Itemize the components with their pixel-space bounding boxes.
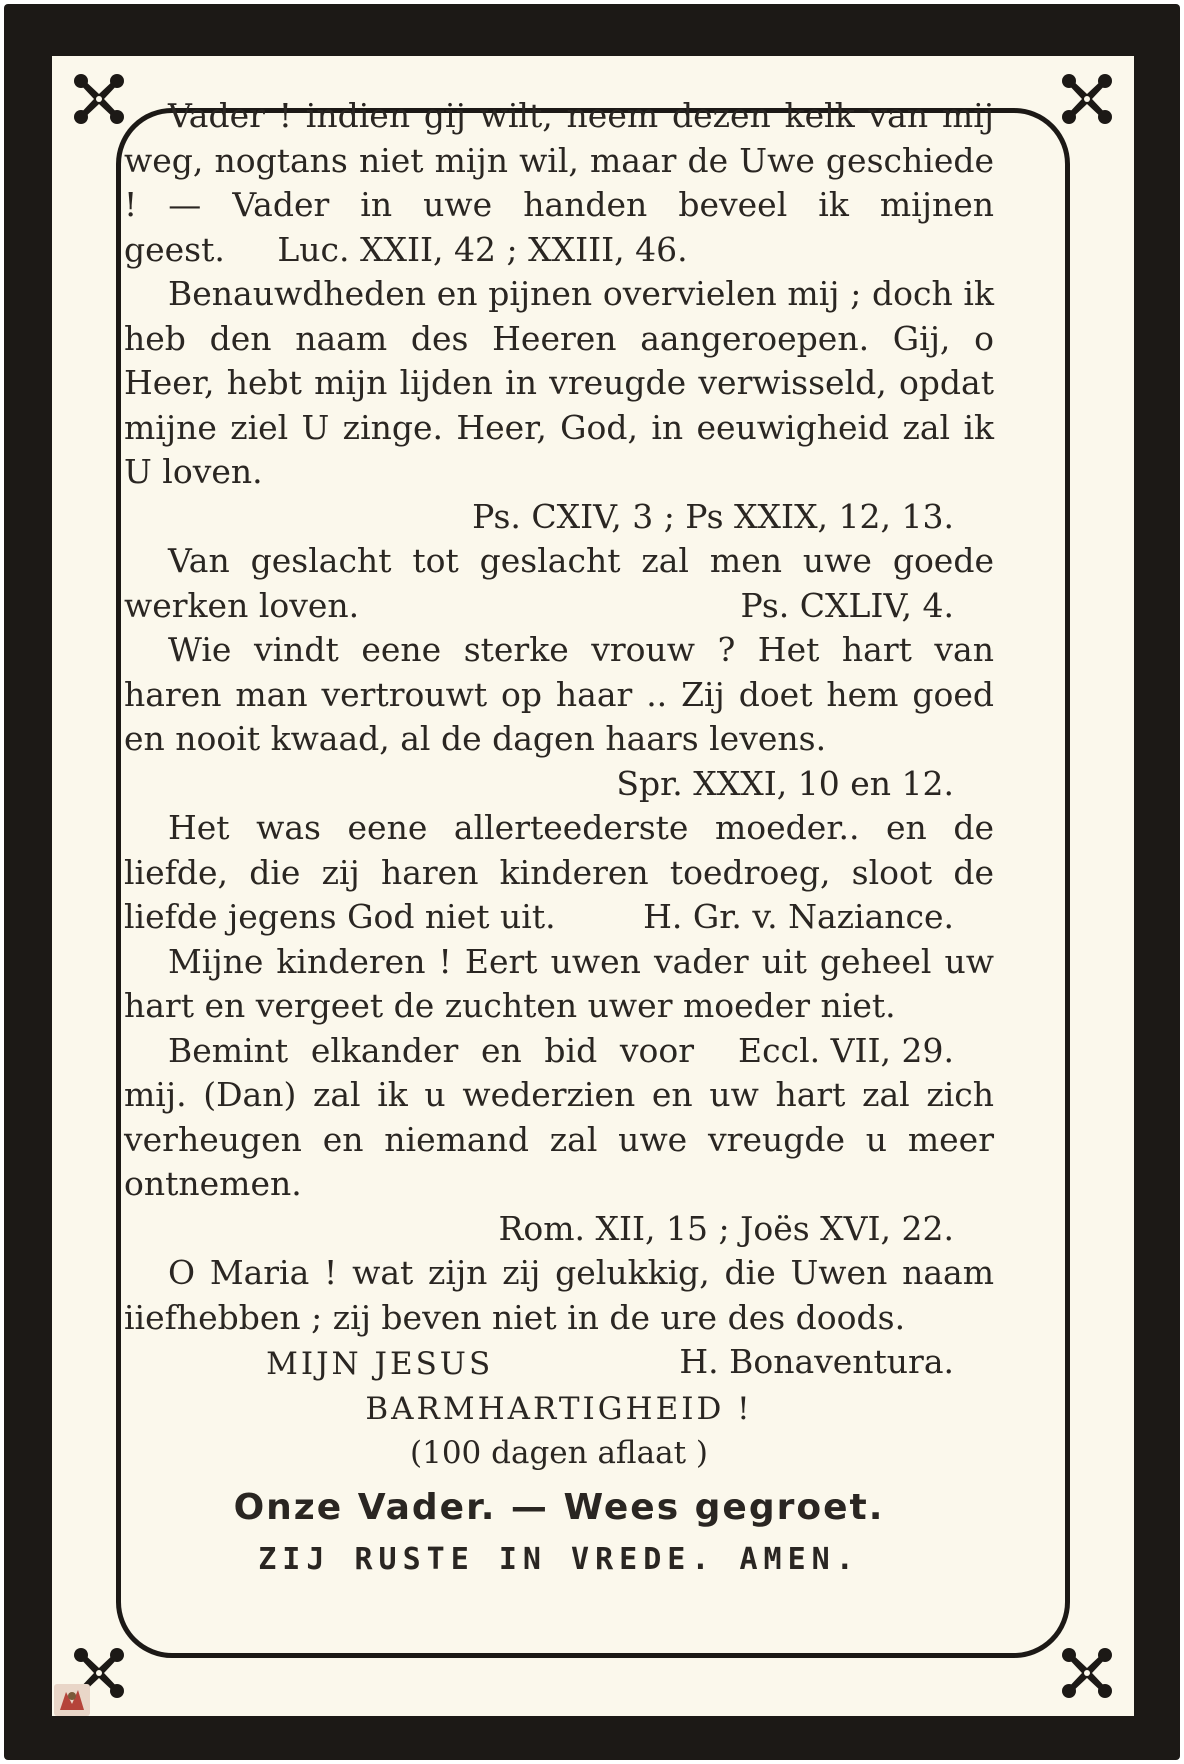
prayers-line: Onze Vader. — Wees gegroet.: [233, 1486, 885, 1528]
paragraph-4: [124, 628, 994, 762]
scripture-reference: H. Bonaventura.: [679, 1342, 954, 1381]
scripture-reference: Rom. XII, 15 ; Joës XVI, 22.: [498, 1208, 954, 1248]
cross-ornament-icon: [72, 72, 126, 126]
paragraph-body: Het was eene allerteederste moeder.. en de liefde, die zij haren kinderen toedroeg, sloot de liefde jegens God niet uit.: [124, 808, 994, 936]
paragraph-body: Wie vindt eene sterke vrouw ? Het hart van haren man vertrouwt op haar .. Zij doet hem goed en nooit kwaad, al de dagen haars levens.: [124, 630, 994, 758]
mourning-card: [4, 4, 1180, 1760]
scripture-reference: Spr. XXXI, 10 en 12.: [616, 763, 954, 803]
prayer-text: [124, 94, 994, 1582]
paragraph-body: Vader ! indien gij wilt, neem dezen kelk van mij weg, nogtans niet mijn wil, maar de Uwe geschiede ! — Vader in uwe handen beveel ik mijnen geest.: [124, 96, 994, 269]
paragraph-body: Bemint elkander en bid voor mij. (Dan) zal ik u wederzien en uw hart zal zich verheugen en niemand zal uwe vreugde u meer ontnemen.: [124, 1030, 994, 1203]
scripture-reference: Ps. CXIV, 3 ; Ps XXIX, 12, 13.: [472, 496, 954, 536]
scripture-reference: H. Gr. v. Naziance.: [643, 897, 954, 936]
collection-stamp-icon: [52, 1680, 92, 1720]
closing-line: ZIJ RUSTE IN VREDE. AMEN.: [258, 1541, 860, 1577]
cross-ornament-icon: [1060, 72, 1114, 126]
paragraph-body: O Maria ! wat zijn zij gelukkig, die Uwen naam iiefhebben ; zij beven niet in de ure des doods.: [124, 1253, 994, 1337]
indulgence-note: (100 dagen aflaat ): [410, 1435, 708, 1471]
scripture-reference: Ps. CXLIV, 4.: [740, 585, 954, 625]
paragraph-3: [124, 539, 994, 628]
paragraph-8: [124, 1251, 994, 1381]
paragraph-1: [124, 94, 994, 272]
cross-ornament-icon: [1060, 1646, 1114, 1700]
paragraph-5: [124, 806, 994, 940]
scripture-reference: Eccl. VII, 29.: [738, 1030, 954, 1070]
exclamation: MIJN JESUS BARMHARTIGHEID !: [266, 1346, 753, 1427]
paragraph-body: Mijne kinderen ! Eert uwen vader uit geheel uw hart en vergeet de zuchten uwer moeder niet.: [124, 941, 994, 1025]
paragraph-body: Benauwdheden en pijnen overvielen mij ; doch ik heb den naam des Heeren aangeroepen. Gij, o Heer, hebt mijn lijden in vreugde verwisseld, opdat mijne ziel U zinge. Heer, God, in eeuwigheid zal ik U loven.: [124, 274, 994, 491]
paragraph-2: [124, 272, 994, 495]
paragraph-body: Van geslacht tot geslacht zal men uwe goede werken loven.: [124, 541, 994, 625]
paragraph-6: [124, 940, 994, 1070]
scripture-reference: Luc. XXII, 42 ; XXIII, 46.: [277, 229, 688, 269]
